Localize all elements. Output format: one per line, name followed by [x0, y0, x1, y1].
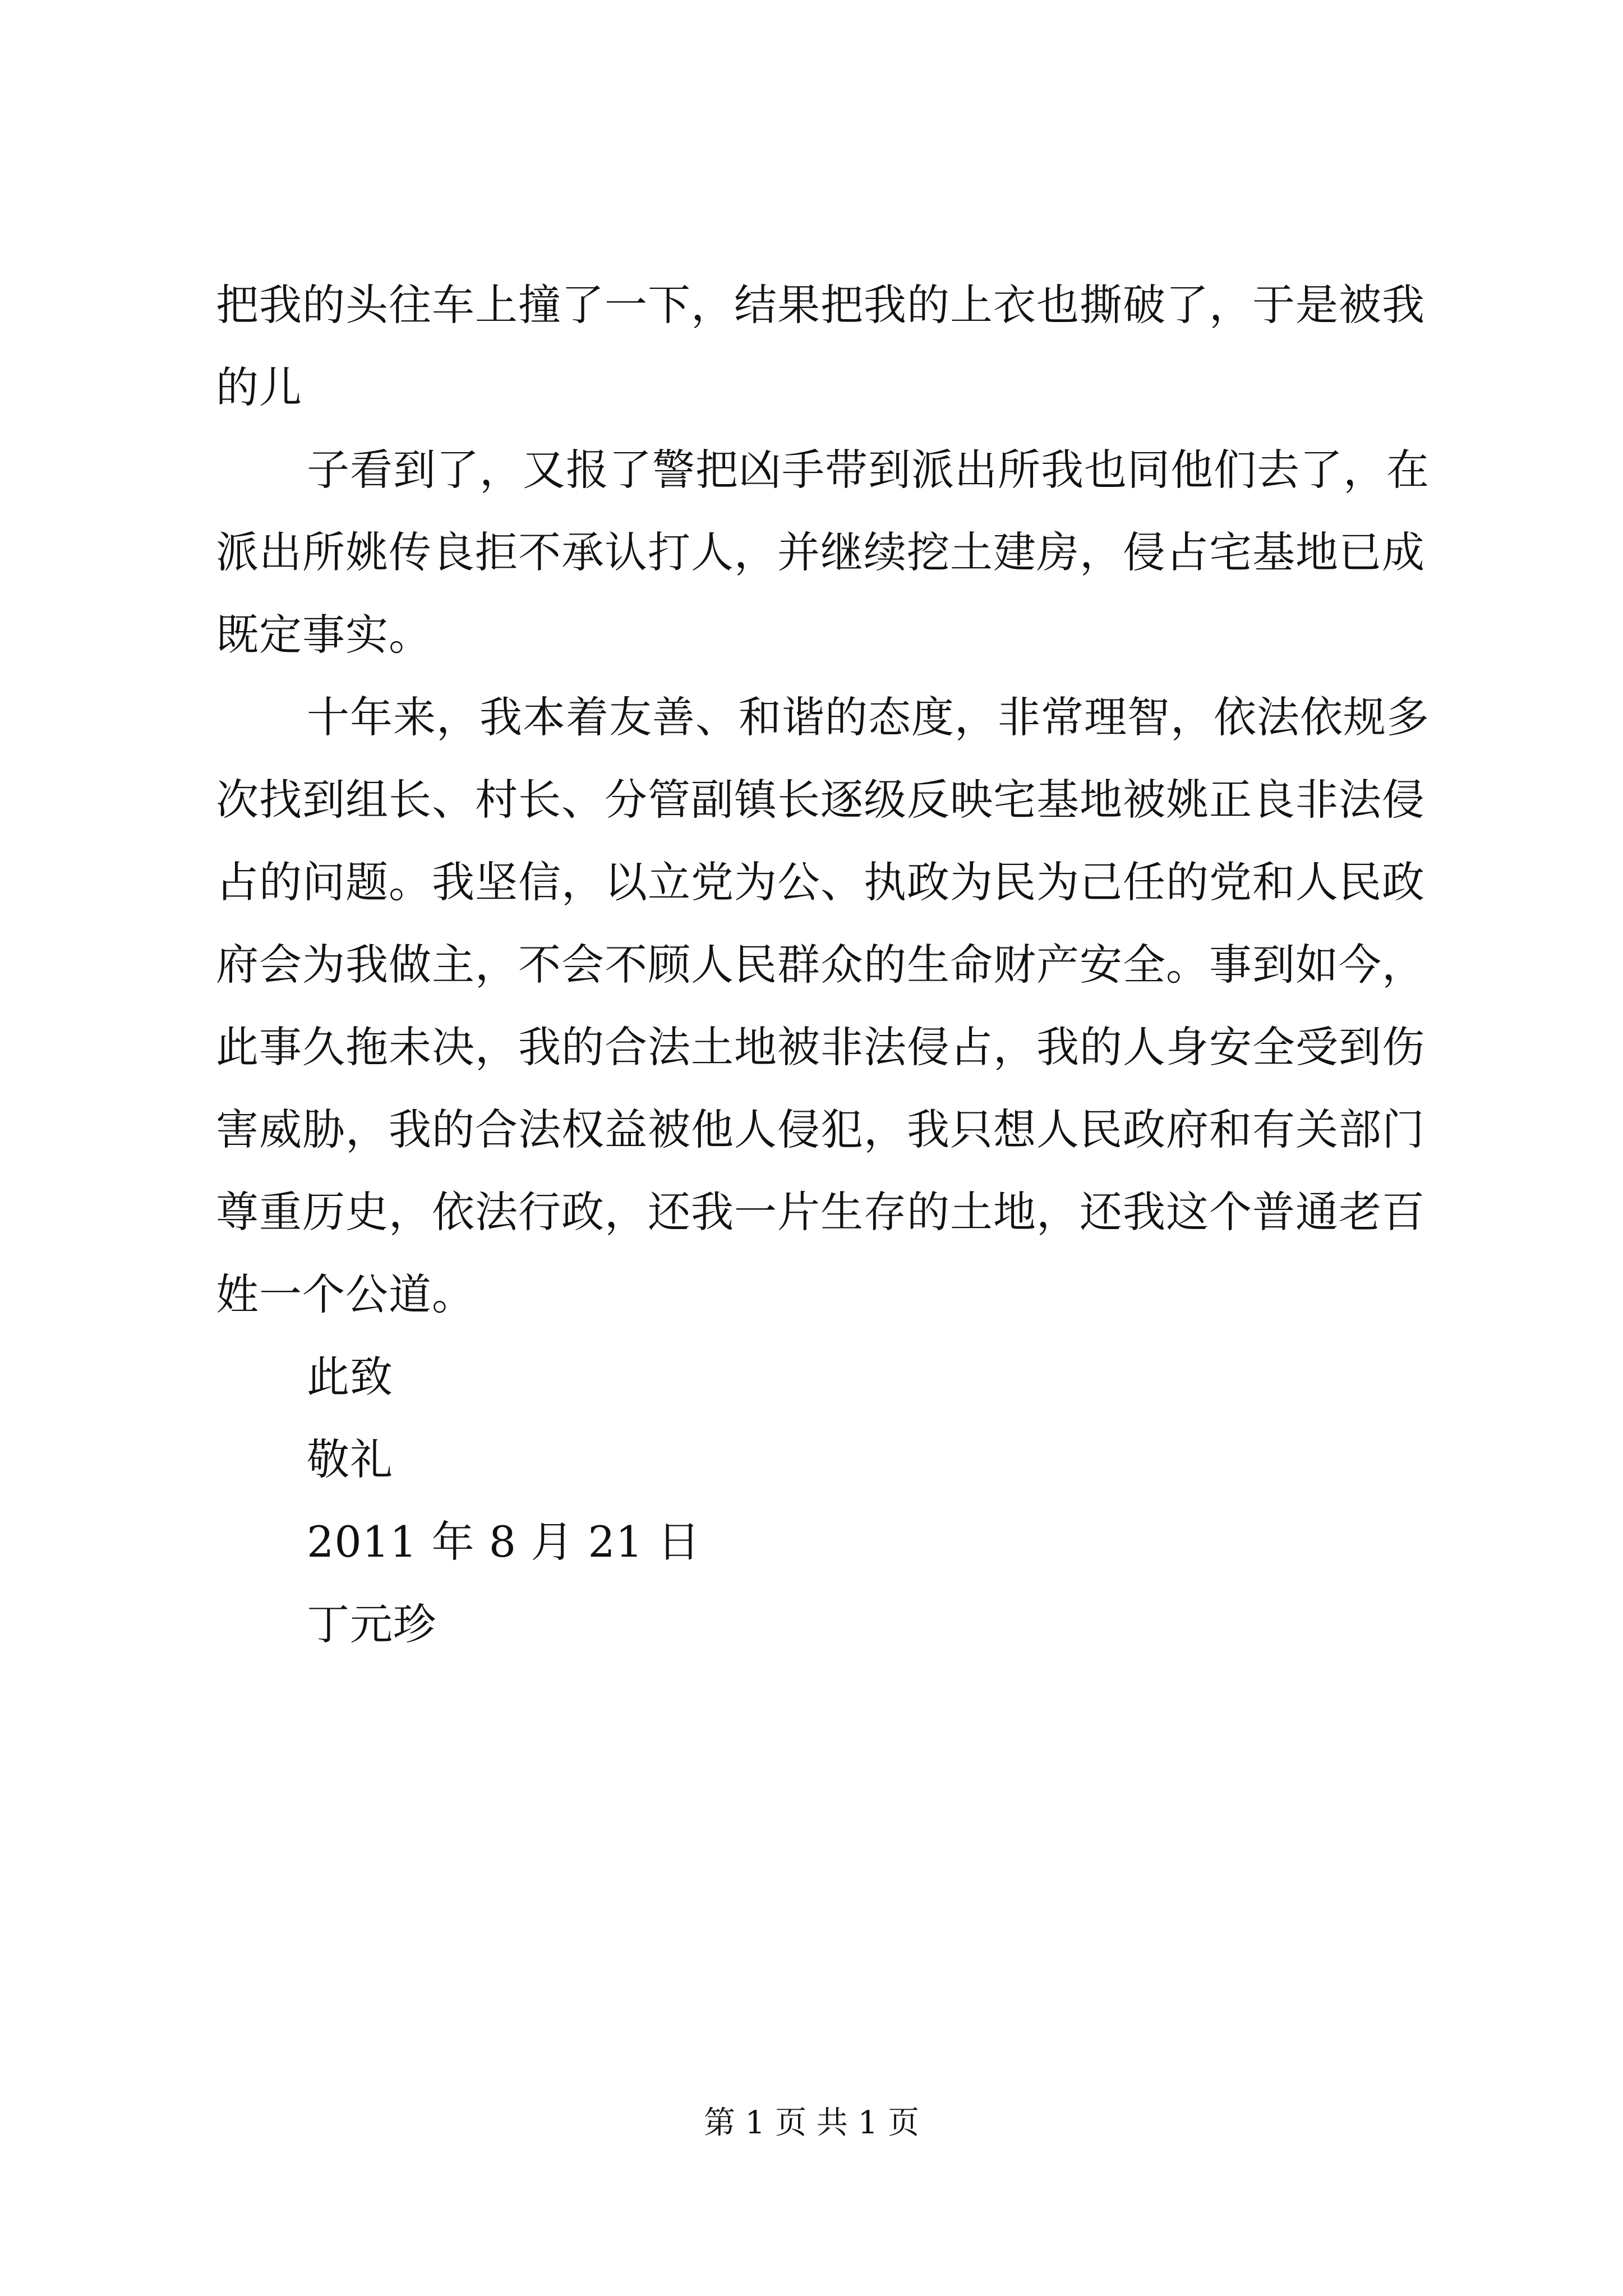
text-line: 害威胁，我的合法权益被他人侵犯，我只想人民政府和有关部门	[216, 1105, 1425, 1154]
text-line: 的儿	[216, 362, 302, 412]
closing-phrase: 此致	[307, 1352, 393, 1402]
text-line: 既定事实。	[216, 610, 432, 660]
salutation: 敬礼	[307, 1434, 393, 1484]
text-line: 府会为我做主，不会不顾人民群众的生命财产安全。事到如今，	[216, 940, 1425, 990]
letter-date: 2011 年 8 月 21 日	[307, 1517, 701, 1567]
signature: 丁元珍	[307, 1599, 436, 1649]
text-line: 尊重历史，依法行政，还我一片生存的土地，还我这个普通老百	[216, 1187, 1425, 1237]
paragraph-first-line: 子看到了，又报了警把凶手带到派出所我也同他们去了，在	[307, 445, 1430, 495]
letter-body	[216, 264, 1438, 1665]
text-line: 把我的头往车上撞了一下，结果把我的上衣也撕破了，于是被我	[216, 280, 1425, 330]
paragraph-first-line: 十年来，我本着友善、和谐的态度，非常理智，依法依规多	[307, 692, 1430, 742]
text-line: 占的问题。我坚信，以立党为公、执政为民为己任的党和人民政	[216, 857, 1425, 907]
page-footer: 第 1 页 共 1 页	[703, 2105, 920, 2141]
text-line: 姓一个公道。	[216, 1269, 475, 1319]
text-line: 次找到组长、村长、分管副镇长逐级反映宅基地被姚正良非法侵	[216, 775, 1425, 825]
text-line: 派出所姚传良拒不承认打人，并继续挖土建房，侵占宅基地已成	[216, 527, 1425, 577]
text-line: 此事久拖未决，我的合法土地被非法侵占，我的人身安全受到伤	[216, 1022, 1425, 1072]
